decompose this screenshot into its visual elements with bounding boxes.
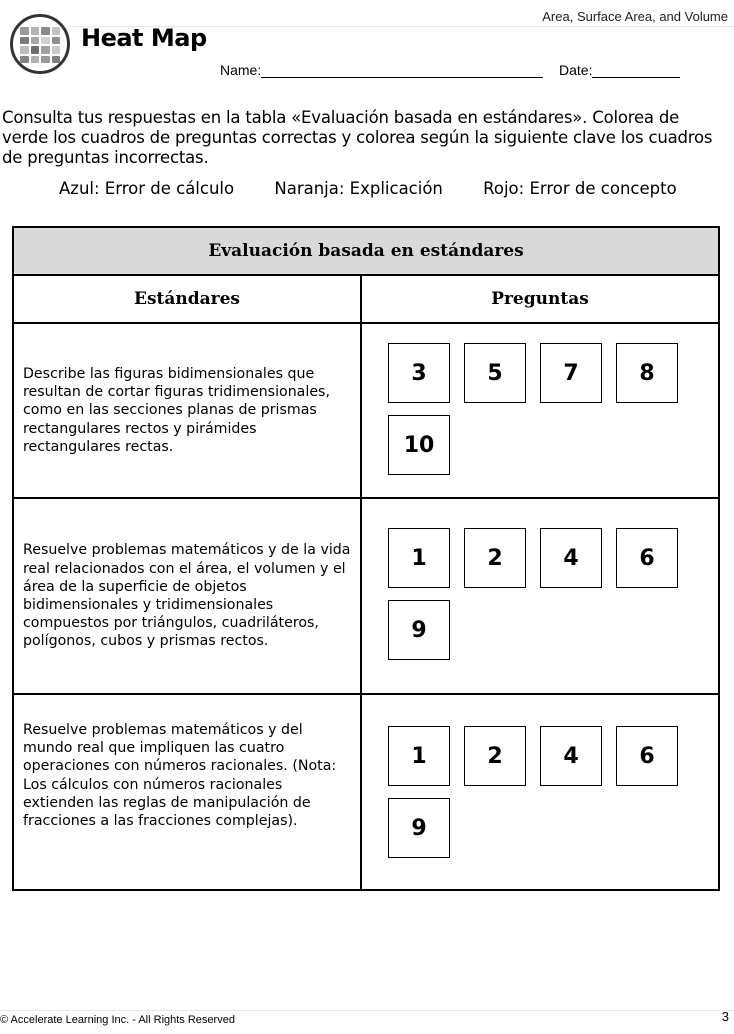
logo-cell bbox=[31, 27, 40, 35]
logo-cell bbox=[52, 27, 61, 35]
name-date-line bbox=[220, 62, 680, 78]
question-box[interactable]: 6 bbox=[616, 528, 678, 588]
table-row bbox=[13, 323, 719, 498]
page-title: Heat Map bbox=[81, 24, 207, 52]
logo-cell bbox=[52, 37, 61, 45]
table-caption-row bbox=[13, 227, 719, 275]
logo-cell bbox=[41, 46, 50, 54]
table-header-row bbox=[13, 275, 719, 323]
standard-text: Resuelve problemas matemáticos y del mundo real que impliquen las cuatro operaciones con números racionales. (Nota: Los cálculos con números racionales extienden las reglas de manipulación de fracciones a las fracciones complejas). bbox=[13, 694, 361, 890]
table-row bbox=[13, 694, 719, 890]
question-boxes bbox=[362, 695, 718, 858]
standard-text: Describe las figuras bidimensionales que resultan de cortar figuras tridimensionales, como en las secciones planas de prismas rectangulares rectos y pirámides rectangulares rectas. bbox=[13, 323, 361, 498]
question-box[interactable]: 9 bbox=[388, 798, 450, 858]
subject-header: Area, Surface Area, and Volume bbox=[542, 9, 728, 24]
question-box[interactable]: 1 bbox=[388, 726, 450, 786]
question-cell bbox=[361, 694, 719, 890]
question-boxes bbox=[362, 324, 718, 475]
color-key bbox=[59, 179, 677, 199]
name-label: Name: bbox=[220, 62, 262, 78]
question-box[interactable]: 2 bbox=[464, 726, 526, 786]
logo-cell bbox=[31, 37, 40, 45]
question-box[interactable]: 2 bbox=[464, 528, 526, 588]
logo-cell bbox=[52, 56, 61, 64]
logo-cell bbox=[41, 37, 50, 45]
question-cell bbox=[361, 498, 719, 694]
logo-cell bbox=[20, 56, 29, 64]
logo-cell bbox=[31, 46, 40, 54]
key-blue: Azul: Error de cálculo bbox=[59, 179, 235, 198]
logo-cell bbox=[20, 27, 29, 35]
footer-divider bbox=[0, 1010, 734, 1011]
question-box[interactable]: 6 bbox=[616, 726, 678, 786]
copyright: © Accelerate Learning Inc. - All Rights Reserved bbox=[0, 1014, 235, 1026]
question-box[interactable]: 7 bbox=[540, 343, 602, 403]
page-number: 3 bbox=[721, 1009, 729, 1024]
date-label: Date: bbox=[559, 62, 593, 78]
question-box[interactable]: 10 bbox=[388, 415, 450, 475]
logo-cell bbox=[31, 56, 40, 64]
key-orange: Naranja: Explicación bbox=[274, 179, 443, 198]
logo-cell bbox=[52, 46, 61, 54]
logo-cell bbox=[41, 27, 50, 35]
standard-text: Resuelve problemas matemáticos y de la vida real relacionados con el área, el volumen y el área de la superficie de objetos bidimensionales y tridimensionales compuestos por triángulos, cuadriláteros, polígonos, cubos y prismas rectos. bbox=[13, 498, 361, 694]
question-box[interactable]: 5 bbox=[464, 343, 526, 403]
question-box[interactable]: 8 bbox=[616, 343, 678, 403]
question-box[interactable]: 4 bbox=[540, 726, 602, 786]
question-box[interactable]: 9 bbox=[388, 600, 450, 660]
name-field[interactable] bbox=[261, 63, 543, 78]
logo-cell bbox=[41, 56, 50, 64]
question-cell bbox=[361, 323, 719, 498]
header-questions: Preguntas bbox=[361, 275, 719, 323]
question-box[interactable]: 3 bbox=[388, 343, 450, 403]
instructions: Consulta tus respuestas en la tabla «Evaluación basada en estándares». Colorea de verde los cuadros de preguntas correctas y colorea según la siguiente clave los cuadros de preguntas incorrectas. bbox=[2, 108, 713, 167]
heat-map-logo bbox=[10, 14, 70, 74]
date-field[interactable] bbox=[592, 63, 680, 78]
question-boxes bbox=[362, 499, 718, 660]
question-box[interactable]: 1 bbox=[388, 528, 450, 588]
heat-map-grid-icon bbox=[20, 27, 60, 63]
logo-cell bbox=[20, 46, 29, 54]
logo-cell bbox=[20, 37, 29, 45]
header-standards: Estándares bbox=[13, 275, 361, 323]
key-red: Rojo: Error de concepto bbox=[483, 179, 677, 198]
table-caption: Evaluación basada en estándares bbox=[13, 227, 719, 275]
table-row bbox=[13, 498, 719, 694]
standards-table bbox=[12, 226, 720, 891]
question-box[interactable]: 4 bbox=[540, 528, 602, 588]
